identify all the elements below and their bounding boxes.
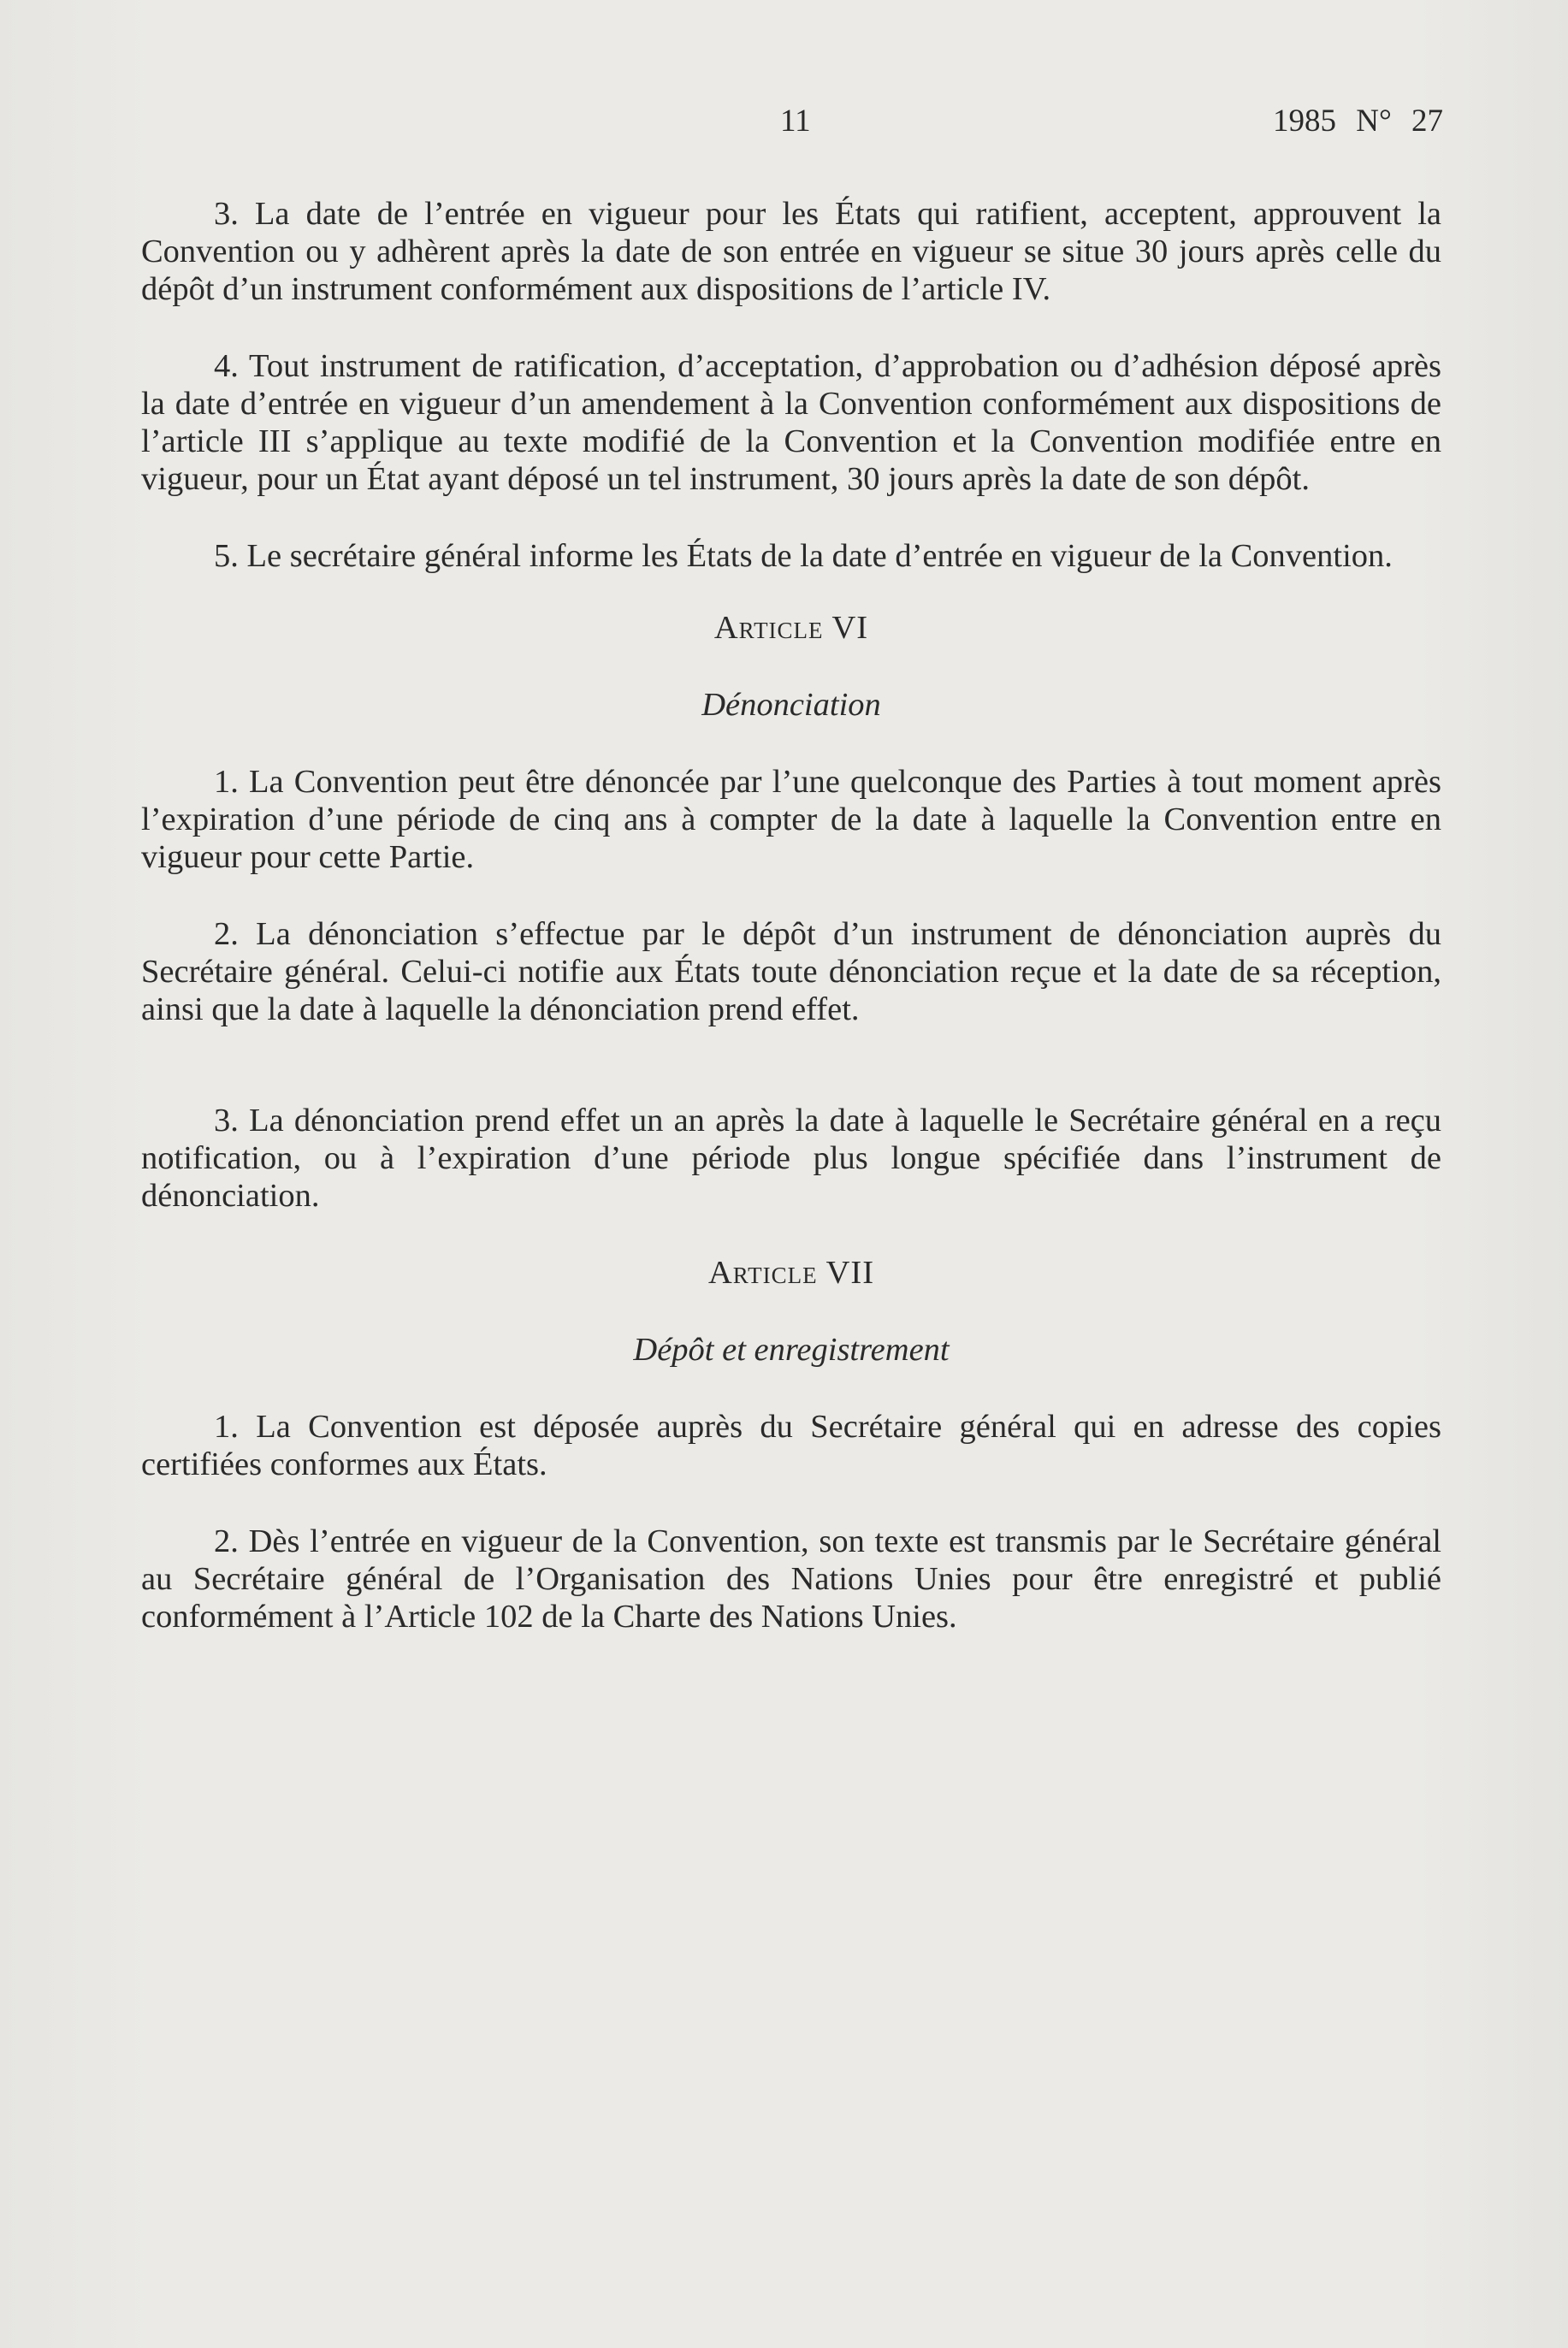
spacer bbox=[141, 724, 1441, 763]
page-number: 11 bbox=[780, 104, 811, 139]
article-vii-paragraph-2: 2. Dès l’entrée en vigueur de la Convention, son texte est transmis par le Secrétaire général au Secrétaire général de l’Organisation des Nations Unies pour être enregistré et publié conformément à l’Article 102 de la Charte des Nations Unies. bbox=[141, 1523, 1441, 1635]
spacer bbox=[141, 1215, 1441, 1254]
article-vii-heading: Article VII bbox=[707, 1255, 875, 1291]
spacer bbox=[141, 1483, 1441, 1523]
article-vi-paragraph-1: 1. La Convention peut être dénoncée par l’une quelconque des Parties à tout moment après l’expiration d’une période de cinq ans à compter de la date à laquelle la Convention entre en vigueur pour cette Partie. bbox=[141, 764, 1441, 875]
page-header bbox=[0, 103, 1568, 154]
spacer bbox=[141, 575, 1441, 609]
spacer bbox=[141, 876, 1441, 915]
spacer bbox=[141, 498, 1441, 537]
article-vii-paragraph-1: 1. La Convention est déposée auprès du Secrétaire général qui en adresse des copies certifiées conformes aux États. bbox=[141, 1409, 1441, 1482]
issue-reference: 1985 N° 27 bbox=[1272, 104, 1443, 139]
spacer bbox=[141, 1028, 1441, 1102]
article-v-paragraph-4: 4. Tout instrument de ratification, d’acceptation, d’approbation ou d’adhésion déposé après la date d’entrée en vigueur d’un amendement à la Convention conformément aux dispositions de l’article III s’applique au texte modifié de la Convention et la Convention modifiée entre en vigueur, pour un État ayant déposé un tel instrument, 30 jours après la date de son dépôt. bbox=[141, 348, 1441, 497]
document-body bbox=[141, 195, 1441, 1635]
article-v-paragraph-5: 5. Le secrétaire général informe les États de la date d’entrée en vigueur de la Convention. bbox=[214, 538, 1393, 574]
spacer bbox=[141, 1369, 1441, 1408]
article-vi-paragraph-2: 2. La dénonciation s’effectue par le dépôt d’un instrument de dénonciation auprès du Secrétaire général. Celui-ci notifie aux États toute dénonciation reçue et la date de sa réception, ainsi que la date à laquelle la dénonciation prend effet. bbox=[141, 916, 1441, 1027]
article-v-paragraph-3: 3. La date de l’entrée en vigueur pour les États qui ratifient, acceptent, approuvent la Convention ou y adhèrent après la date de son entrée en vigueur se situe 30 jours après celle du dépôt d’un instrument conformément aux dispositions de l’article IV. bbox=[141, 196, 1441, 307]
spacer bbox=[141, 308, 1441, 347]
spacer bbox=[141, 647, 1441, 686]
article-vi-subtitle: Dénonciation bbox=[701, 687, 881, 723]
spacer bbox=[141, 1292, 1441, 1331]
article-vii-subtitle: Dépôt et enregistrement bbox=[633, 1332, 950, 1368]
article-vi-heading: Article VI bbox=[713, 610, 869, 646]
article-vi-paragraph-3: 3. La dénonciation prend effet un an après la date à laquelle le Secrétaire général en a reçu notification, ou à l’expiration d’une période plus longue spécifiée dans l’instrument de dénonciation. bbox=[141, 1103, 1441, 1214]
